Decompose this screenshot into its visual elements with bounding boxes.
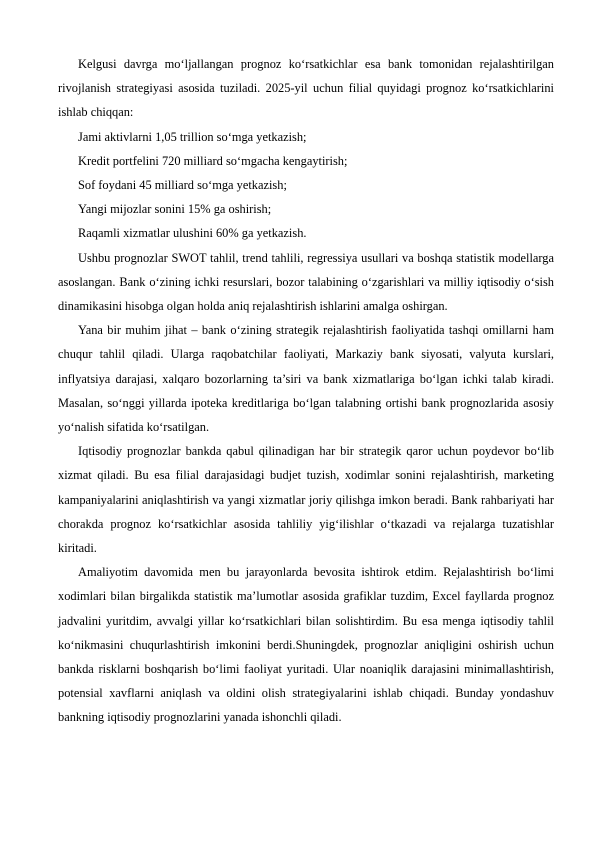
forecast-item-credit-portfolio: Kredit portfelini 720 milliard so‘mgacha kengaytirish; <box>78 153 348 168</box>
forecast-item-net-profit: Sof foydani 45 milliard so‘mga yetkazish; <box>78 178 287 193</box>
paragraph-internship-practice: Amaliyotim davomida men bu jarayonlarda bevosita ishtirok etdim. Rejalashtirish bo‘limi xodimlari bilan birgalikda statistik ma’lumotlar asosida grafiklar tuzdim, Excel fayllarda prognoz jadvalini yuritdim, avvalgi yillar ko‘rsatkichlari bilan solishtirdim. Bu esa menga iqtisodiy tahlil ko‘nikmasini chuqurlashtirish imkonini berdi.Shuningdek, prognozlar aniqligini oshirish uchun bankda risklarni boshqarish bo‘limi faoliyat yuritadi. Ular noaniqlik darajasini minimallashtirish, potensial xavflarni aniqlash va oldini olish strategiyalarini ishlab chiqadi. Bunday yondashuv bankning iqtisodiy prognozlarini yanada ishonchli qiladi. <box>58 565 554 725</box>
forecast-item-new-clients: Yangi mijozlar sonini 15% ga oshirish; <box>78 202 272 217</box>
forecast-item-digital-services: Raqamli xizmatlar ulushini 60% ga yetkazish. <box>78 226 307 241</box>
paragraph-swot: Ushbu prognozlar SWOT tahlil, trend tahlili, regressiya usullari va boshqa statistik modellarga asoslangan. Bank o‘zining ichki resurslari, bozor talabining o‘zgarishlari va milliy iqtisodiy o‘sish dinamikasini hisobga olgan holda aniq rejalashtirish ishlarini amalga oshirgan. <box>58 250 554 314</box>
paragraph-economic-forecasts: Iqtisodiy prognozlar bankda qabul qilinadigan har bir strategik qaror uchun poydevor bo‘lib xizmat qiladi. Bu esa filial darajasidagi budjet tuzish, xodimlar sonini rejalashtirish, marketing kampaniyalarini aniqlashtirish va yangi xizmatlar joriy qilishga imkon beradi. Bank rahbariyati har chorakda prognoz ko‘rsatkichlar asosida tahliliy yig‘ilishlar o‘tkazadi va rejalarga tuzatishlar kiritadi. <box>58 444 554 556</box>
document-page <box>58 52 554 730</box>
paragraph-strategic-planning: Yana bir muhim jihat – bank o‘zining strategik rejalashtirish faoliyatida tashqi omillarni ham chuqur tahlil qiladi. Ularga raqobatchilar faoliyati, Markaziy bank siyosati, valyuta kurslari, inflyatsiya darajasi, xalqaro bozorlarning ta’siri va bank xizmatlariga bo‘lgan ichki talab kiradi. Masalan, so‘nggi yillarda ipoteka kreditlariga bo‘lgan talabning ortishi bank prognozlarida asosiy yo‘nalish sifatida ko‘rsatilgan. <box>58 323 554 435</box>
paragraph-intro: Kelgusi davrga mo‘ljallangan prognoz ko‘rsatkichlar esa bank tomonidan rejalashtirilgan rivojlanish strategiyasi asosida tuziladi. 2025-yil uchun filial quyidagi prognoz ko‘rsatkichlarini ishlab chiqqan: <box>58 57 554 120</box>
forecast-item-total-assets: Jami aktivlarni 1,05 trillion so‘mga yetkazish; <box>78 129 307 144</box>
